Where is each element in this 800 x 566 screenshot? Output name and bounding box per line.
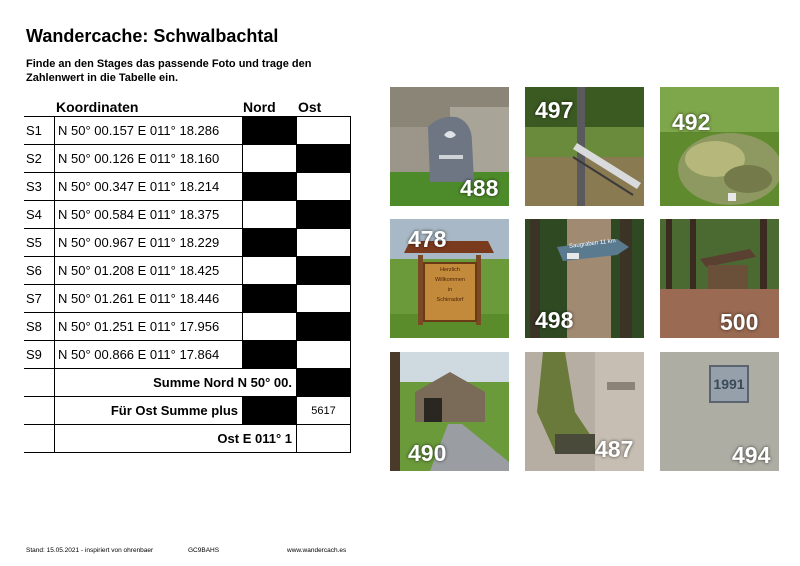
nord-cell[interactable] xyxy=(243,257,297,285)
stage-label: S4 xyxy=(24,201,55,229)
ost-cell[interactable] xyxy=(297,117,351,145)
photo-welcome-sign xyxy=(390,219,509,338)
ost-cell[interactable] xyxy=(297,341,351,369)
photo-trail-sign-on-tree xyxy=(525,219,644,338)
nord-cell xyxy=(243,341,297,369)
stage-row xyxy=(24,313,351,341)
photo-number: 478 xyxy=(408,226,447,252)
stage-row xyxy=(24,173,351,201)
page-title: Wandercache: Schwalbachtal xyxy=(26,26,279,46)
plaque-text: 1991 xyxy=(713,376,745,392)
stage-row xyxy=(24,341,351,369)
trail-sign-text: Saugraben 11 km xyxy=(568,238,617,250)
photo-wall-plaque xyxy=(660,352,779,471)
stage-label: S2 xyxy=(24,145,55,173)
stage-row xyxy=(24,229,351,257)
ost-cell[interactable] xyxy=(297,173,351,201)
nord-cell xyxy=(243,229,297,257)
stage-coordinates: N 50° 00.347 E 011° 18.214 xyxy=(55,173,243,201)
sign-line-3: Schirradorf xyxy=(436,297,464,303)
stage-label: S6 xyxy=(24,257,55,285)
ost-result-label: Ost E 011° 1 xyxy=(55,425,297,453)
nord-cell xyxy=(243,173,297,201)
photo-number: 500 xyxy=(720,309,759,335)
stage-row xyxy=(24,285,351,313)
header-coordinates: Koordinaten xyxy=(56,99,139,115)
photo-number: 488 xyxy=(460,175,499,201)
sign-line-1: Herzlich Willkommen xyxy=(435,267,465,283)
stage-coordinates: N 50° 01.261 E 011° 18.446 xyxy=(55,285,243,313)
photo-signpost-pole xyxy=(525,87,644,206)
summe-nord-label: Summe Nord N 50° 00. xyxy=(55,369,297,397)
stage-coordinates: N 50° 00.584 E 011° 18.375 xyxy=(55,201,243,229)
ost-cell xyxy=(297,201,351,229)
nord-cell[interactable] xyxy=(243,201,297,229)
ost-summe-nord-cell xyxy=(243,397,297,425)
stage-label: S5 xyxy=(24,229,55,257)
stage-label: S9 xyxy=(24,341,55,369)
ost-cell xyxy=(297,257,351,285)
stage-label: S8 xyxy=(24,313,55,341)
nord-cell xyxy=(243,285,297,313)
stage-coordinates: N 50° 00.866 E 011° 17.864 xyxy=(55,341,243,369)
photo-forest-shelter xyxy=(660,219,779,338)
stage-row xyxy=(24,257,351,285)
stage-coordinates: N 50° 00.126 E 011° 18.160 xyxy=(55,145,243,173)
summe-nord-ost-cell xyxy=(297,369,351,397)
photo-memorial-stone xyxy=(390,87,509,206)
ost-summe-label: Für Ost Summe plus xyxy=(55,397,243,425)
ost-summe-value: 5617 xyxy=(297,397,351,425)
coordinates-table xyxy=(24,116,351,453)
photo-rock-spring xyxy=(525,352,644,471)
photo-number: 490 xyxy=(408,440,447,466)
stage-label: S1 xyxy=(24,117,55,145)
stage-coordinates: N 50° 01.208 E 011° 18.425 xyxy=(55,257,243,285)
photo-number: 498 xyxy=(535,307,574,333)
photo-number: 494 xyxy=(732,442,771,468)
header-nord: Nord xyxy=(243,99,276,115)
footer-code: GC9BAHS xyxy=(188,547,220,554)
stage-label: S7 xyxy=(24,285,55,313)
photo-number: 497 xyxy=(535,97,574,123)
nord-cell xyxy=(243,117,297,145)
stage-label: S3 xyxy=(24,173,55,201)
stage-row xyxy=(24,117,351,145)
sign-line-2: in xyxy=(447,287,453,293)
photo-number: 492 xyxy=(672,109,711,135)
instruction-text: Finde an den Stages das passende Foto und trage den Zahlenwert in die Tabelle ein. xyxy=(26,58,312,84)
footer-stand: Stand: 15.05.2021 - inspiriert von ohrenbaer xyxy=(26,547,154,554)
ost-summe-row xyxy=(24,397,351,425)
summe-nord-row xyxy=(24,369,351,397)
stage-coordinates: N 50° 00.157 E 011° 18.286 xyxy=(55,117,243,145)
ost-cell xyxy=(297,313,351,341)
ost-result-cell[interactable] xyxy=(297,425,351,453)
ost-cell[interactable] xyxy=(297,229,351,257)
stage-coordinates: N 50° 01.251 E 011° 17.956 xyxy=(55,313,243,341)
ost-cell xyxy=(297,145,351,173)
ost-result-row xyxy=(24,425,351,453)
footer-url[interactable]: www.wandercach.es xyxy=(287,547,347,554)
photo-barn-road xyxy=(390,352,509,471)
stage-coordinates: N 50° 00.967 E 011° 18.229 xyxy=(55,229,243,257)
header-ost: Ost xyxy=(298,99,322,115)
stage-row xyxy=(24,201,351,229)
nord-cell[interactable] xyxy=(243,145,297,173)
nord-cell[interactable] xyxy=(243,313,297,341)
ost-cell[interactable] xyxy=(297,285,351,313)
stage-row xyxy=(24,145,351,173)
photo-mossy-rock xyxy=(660,87,779,206)
photo-number: 487 xyxy=(595,436,634,462)
